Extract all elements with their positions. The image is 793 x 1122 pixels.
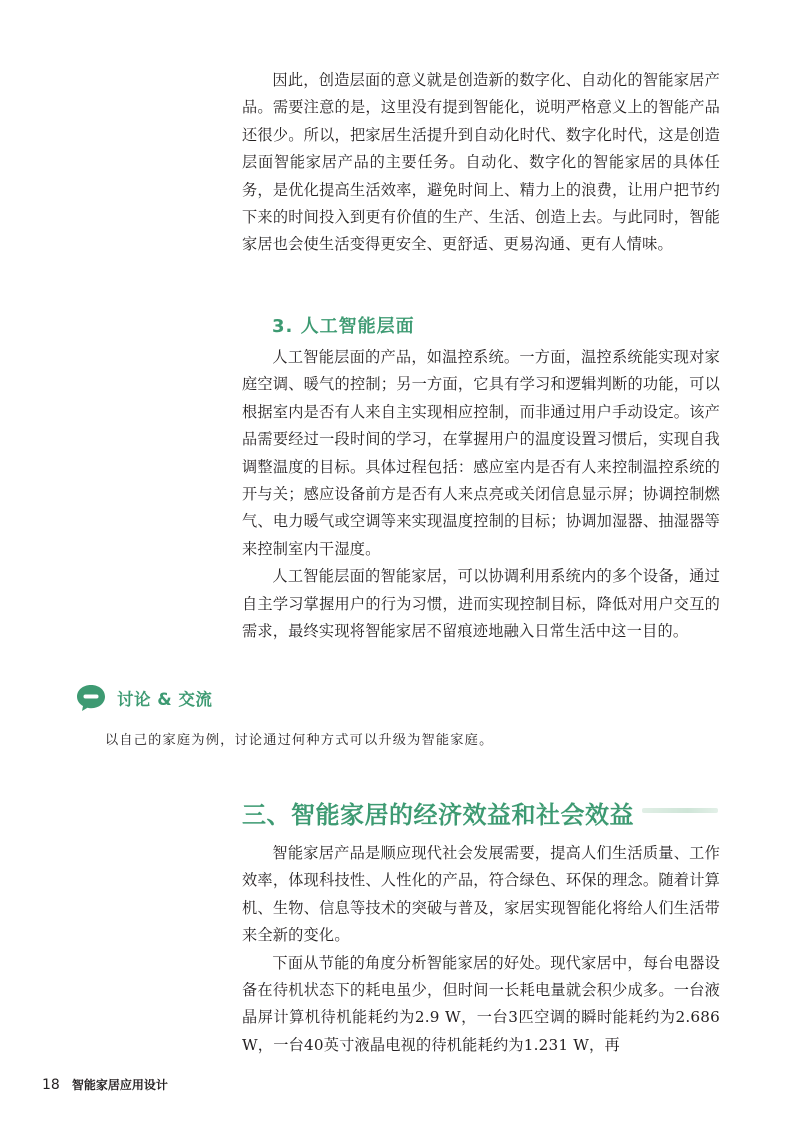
page-number: 18 bbox=[42, 1077, 60, 1093]
page-footer bbox=[42, 1076, 168, 1093]
body-paragraph: 下面从节能的角度分析智能家居的好处。现代家居中，每台电器设备在待机状态下的耗电虽少，但时间一长耗电量就会积少成多。一台液晶屏计算机待机能耗约为2.9 W，一台3匹空调的瞬时能耗约为2.686 W，一台40英寸液晶电视的待机能耗约为1.231 W，再 bbox=[242, 953, 720, 1054]
heading-decoration-line bbox=[642, 808, 718, 813]
ai-level-text-block bbox=[242, 344, 720, 645]
book-title: 智能家居应用设计 bbox=[71, 1078, 168, 1092]
subsection-heading: 3. 人工智能层面 bbox=[272, 316, 415, 337]
benefits-text-block bbox=[242, 840, 720, 1059]
body-paragraph: 智能家居产品是顺应现代社会发展需要，提高人们生活质量、工作效率，体现科技性、人性化的产品，符合绿色、环保的理念。随着计算机、生物、信息等技术的突破与普及，家居实现智能化将给人们生活带来全新的变化。 bbox=[242, 844, 720, 945]
discussion-title: 讨论 & 交流 bbox=[117, 690, 213, 709]
body-paragraph: 人工智能层面的产品，如温控系统。一方面，温控系统能实现对家庭空调、暖气的控制；另一方面，它具有学习和逻辑判断的功能，可以根据室内是否有人来自主实现相应控制，而非通过用户手动设定。该产品需要经过一段时间的学习，在掌握用户的温度设置习惯后，实现自我调整温度的目标。具体过程包括：感应室内是否有人来控制温控系统的开与关；感应设备前方是否有人来点亮或关闭信息显示屏；协调控制燃气、电力暖气或空调等来实现温度控制的目标；协调加湿器、抽湿器等来控制室内干湿度。 bbox=[242, 348, 720, 558]
body-paragraph: 因此，创造层面的意义就是创造新的数字化、自动化的智能家居产品。需要注意的是，这里没有提到智能化，说明严格意义上的智能产品还很少。所以，把家居生活提升到自动化时代、数字化时代，这是创造层面智能家居产品的主要任务。自动化、数字化的智能家居的具体任务，是优化提高生活效率，避免时间上、精力上的浪费，让用户把节约下来的时间投入到更有价值的生产、生活、创造上去。与此同时，智能家居也会使生活变得更安全、更舒适、更易沟通、更有人情味。 bbox=[242, 71, 720, 254]
body-paragraph: 人工智能层面的智能家居，可以协调利用系统内的多个设备，通过自主学习掌握用户的行为习惯，进而实现控制目标，降低对用户交互的需求，最终实现将智能家居不留痕迹地融入日常生活中这一目的。 bbox=[242, 567, 720, 641]
discussion-prompt: 以自己的家庭为例，讨论通过何种方式可以升级为智能家庭。 bbox=[105, 733, 494, 748]
speech-bubble-icon bbox=[75, 683, 107, 713]
section-heading: 三、智能家居的经济效益和社会效益 bbox=[242, 801, 634, 829]
discussion-box bbox=[75, 683, 212, 713]
intro-text-block bbox=[242, 67, 720, 259]
